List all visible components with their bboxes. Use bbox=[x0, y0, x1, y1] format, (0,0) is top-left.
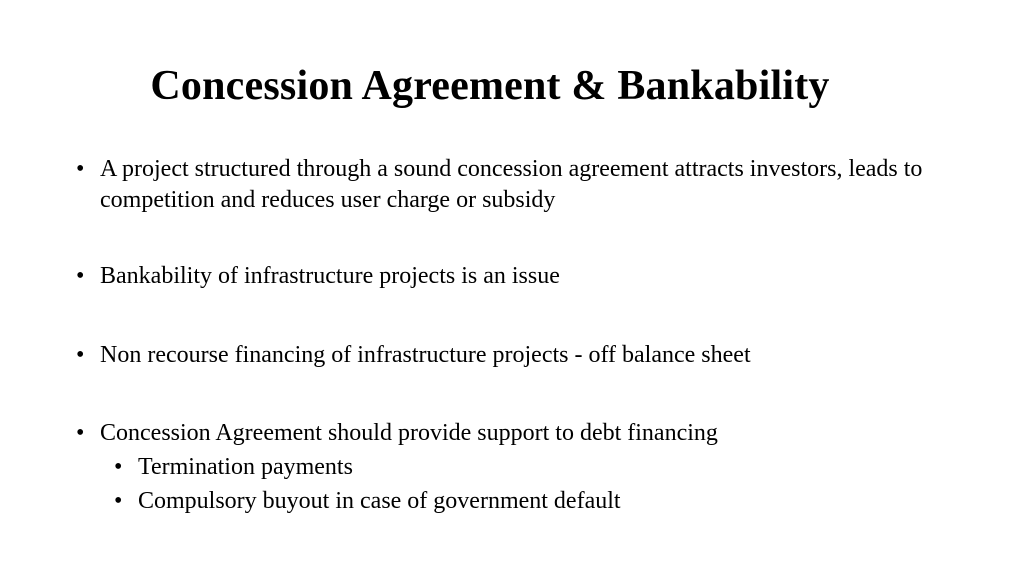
sub-bullet-marker: • bbox=[114, 488, 123, 514]
bullet-marker: • bbox=[76, 420, 85, 446]
sub-bullet-item bbox=[112, 486, 972, 517]
bullet-marker: • bbox=[76, 263, 85, 289]
bullet-marker: • bbox=[76, 156, 85, 182]
sub-bullet-text: Compulsory buyout in case of government default bbox=[138, 488, 621, 514]
bullet-text: Non recourse financing of infrastructure projects - off balance sheet bbox=[100, 342, 751, 368]
sub-bullet-text: Termination payments bbox=[138, 454, 353, 480]
bullet-marker: • bbox=[76, 342, 85, 368]
bullet-item bbox=[74, 154, 974, 216]
bullet-text: Concession Agreement should provide support to debt financing bbox=[100, 420, 718, 446]
bullet-item bbox=[74, 261, 974, 292]
bullet-item bbox=[74, 418, 974, 449]
sub-bullet-marker: • bbox=[114, 454, 123, 480]
bullet-text: A project structured through a sound concession agreement attracts investors, leads to competition and reduces user charge or subsidy bbox=[100, 156, 923, 213]
slide-title: Concession Agreement & Bankability bbox=[150, 63, 830, 109]
sub-bullet-item bbox=[112, 452, 972, 483]
bullet-text: Bankability of infrastructure projects is an issue bbox=[100, 263, 560, 289]
bullet-item bbox=[74, 340, 974, 371]
